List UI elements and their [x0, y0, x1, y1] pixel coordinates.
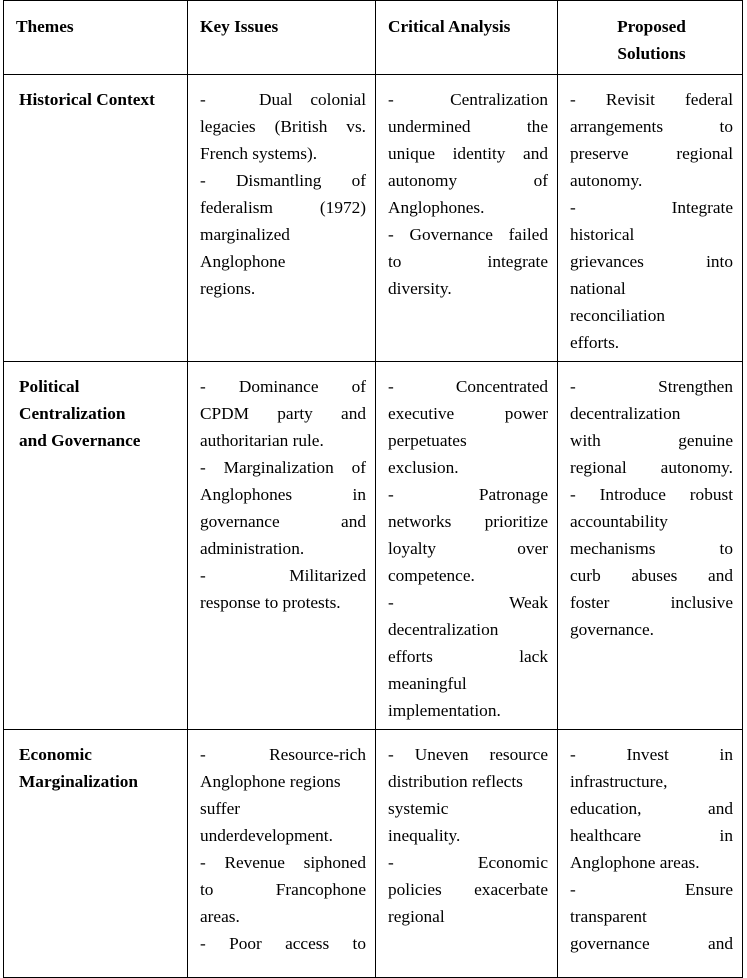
table-row	[4, 730, 743, 978]
critical-analysis-cell: - Uneven resource distribution reflects systemic inequality. - Economic policies exacerbate regional	[376, 730, 558, 978]
proposed-solutions-cell: - Strengthen decentralization with genuine regional autonomy. - Introduce robust accountability mechanisms to curb abuses and foster inclusive governance.	[558, 362, 743, 730]
proposed-solutions-cell: - Revisit federal arrangements to preserve regional autonomy. - Integrate historical grievances into national reconciliation efforts.	[558, 75, 743, 362]
theme-cell: Economic Marginalization	[4, 730, 188, 978]
header-row	[4, 1, 743, 75]
key-issues-cell: - Resource-rich Anglophone regions suffer underdevelopment. - Revenue siphoned to Francophone areas. - Poor access to	[188, 730, 376, 978]
key-issues-cell: - Dominance of CPDM party and authoritarian rule. - Marginalization of Anglophones in governance and administration. - Militarized response to protests.	[188, 362, 376, 730]
theme-cell: Political Centralization and Governance	[4, 362, 188, 730]
header-key-issues: Key Issues	[188, 1, 376, 75]
key-issues-cell: - Dual colonial legacies (British vs. French systems). - Dismantling of federalism (1972) marginalized Anglophone regions.	[188, 75, 376, 362]
proposed-solutions-cell: - Invest in infrastructure, education, and healthcare in Anglophone areas. - Ensure transparent governance and	[558, 730, 743, 978]
table-row	[4, 75, 743, 362]
header-themes: Themes	[4, 1, 188, 75]
header-proposed-solutions: Proposed Solutions	[558, 1, 743, 75]
analysis-table	[3, 0, 743, 978]
table-row	[4, 362, 743, 730]
theme-cell: Historical Context	[4, 75, 188, 362]
critical-analysis-cell: - Centralization undermined the unique identity and autonomy of Anglophones. - Governance failed to integrate diversity.	[376, 75, 558, 362]
header-critical-analysis: Critical Analysis	[376, 1, 558, 75]
critical-analysis-cell: - Concentrated executive power perpetuates exclusion. - Patronage networks prioritize loyalty over competence. - Weak decentralization efforts lack meaningful implementation.	[376, 362, 558, 730]
